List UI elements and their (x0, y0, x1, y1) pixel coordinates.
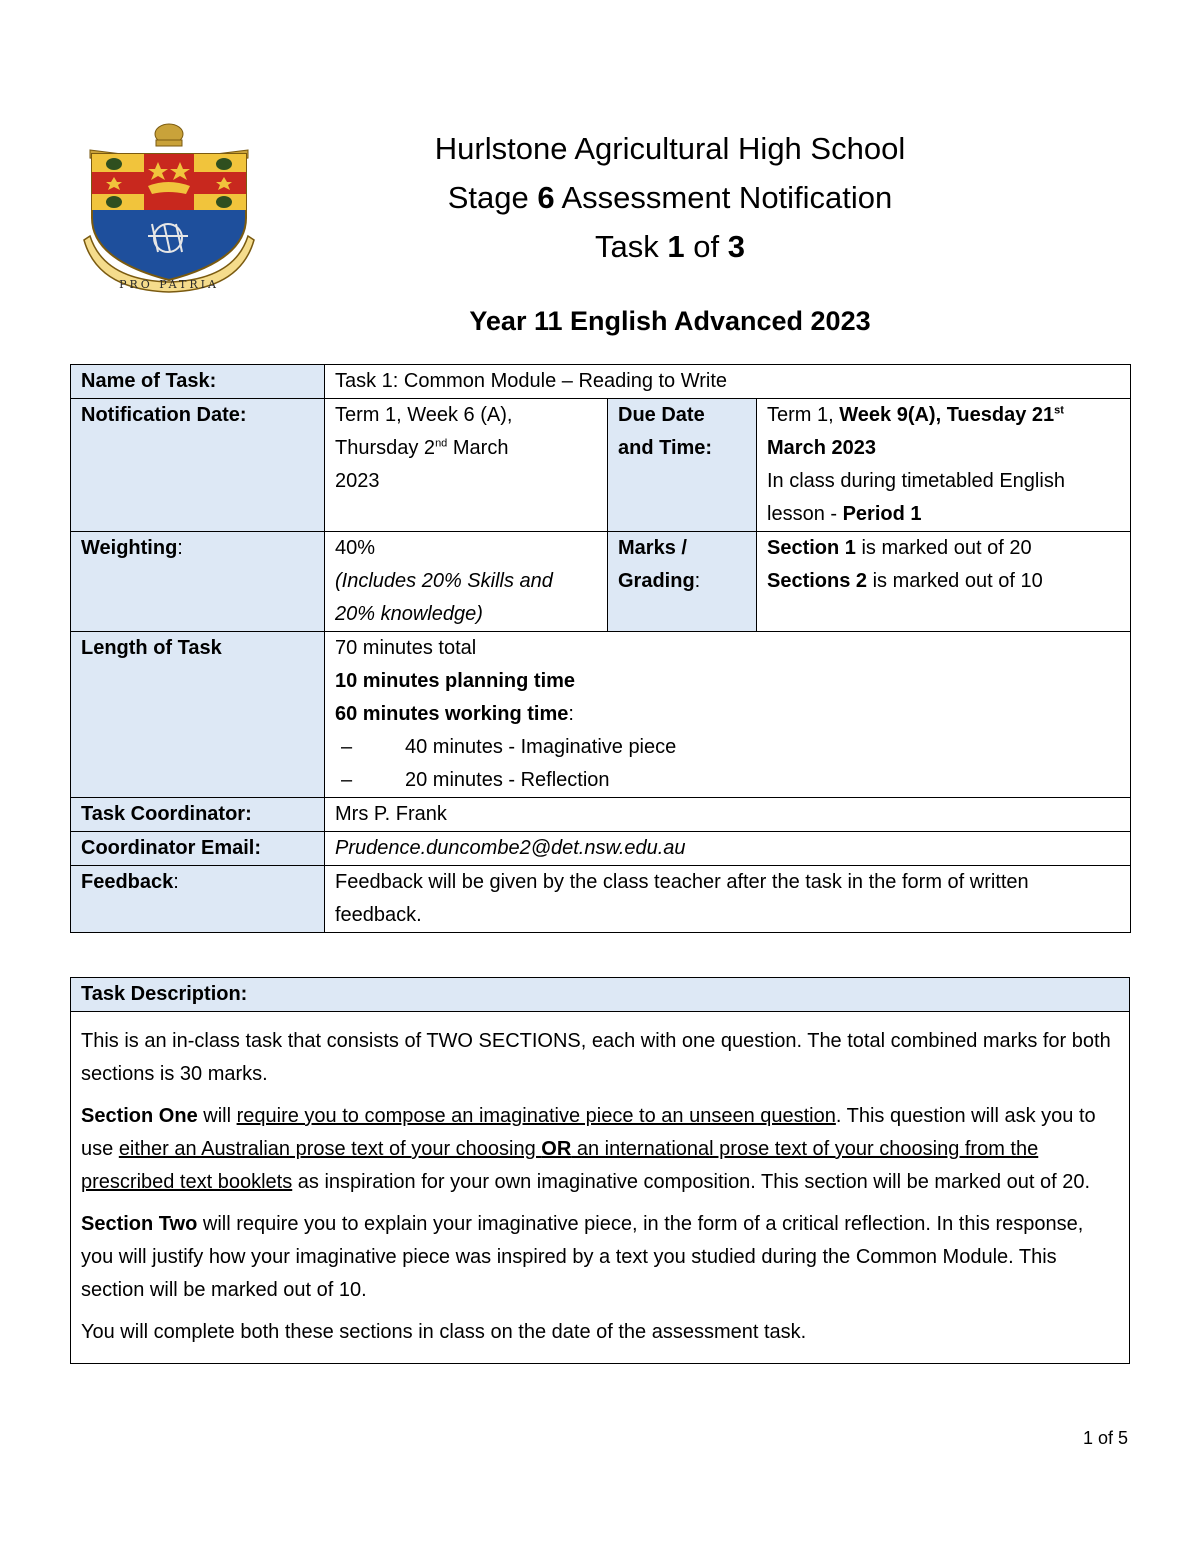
value-length-of-task: 70 minutes total 10 minutes planning time 60 minutes working time: – 40 minutes - Imaginative piece – 20 minutes - Reflection (325, 632, 1131, 798)
list-item: – 40 minutes - Imaginative piece (341, 731, 1120, 764)
notification-title: Stage 6 Assessment Notification (447, 180, 893, 215)
label-coordinator-email: Coordinator Email: (71, 832, 325, 866)
row-weighting (71, 532, 1131, 632)
value-coordinator-email (325, 832, 1131, 866)
value-name-of-task: Task 1: Common Module – Reading to Write (325, 365, 1131, 399)
value-marks-grading: Section 1 is marked out of 20 Sections 2 is marked out of 10 (757, 532, 1131, 632)
label-feedback: Feedback: (71, 866, 325, 933)
label-weighting: Weighting: (71, 532, 325, 632)
label-due-date: Due Date and Time: (608, 399, 757, 532)
school-name: Hurlstone Agricultural High School (434, 131, 906, 166)
description-paragraph-4: You will complete both these sections in class on the date of the assessment task. (81, 1321, 807, 1343)
course-title: Year 11 English Advanced 2023 (469, 306, 871, 336)
row-name-of-task (71, 365, 1131, 399)
crest-motto: PRO PATRIA (119, 278, 219, 291)
value-due-date: Term 1, Week 9(A), Tuesday 21st March 2023 In class during timetabled English lesson - Period 1 (757, 399, 1131, 532)
description-paragraph-3: Section Two will require you to explain your imaginative piece, in the form of a critical reflection. In this response, you will justify how your imaginative piece was inspired by a text you studied during the Common Module. This section will be marked out of 10. (81, 1213, 1084, 1301)
page-number: 1 of 5 (1082, 1428, 1128, 1448)
label-name-of-task: Name of Task: (71, 365, 325, 399)
list-item: – 20 minutes - Reflection (341, 764, 1120, 797)
task-number: Task 1 of 3 (595, 229, 745, 264)
value-weighting: 40% (Includes 20% Skills and 20% knowledge) (325, 532, 608, 632)
value-notification-date: Term 1, Week 6 (A), Thursday 2nd March 2023 (325, 399, 608, 532)
task-description-heading: Task Description: (71, 978, 1130, 1012)
task-details-table (70, 364, 1131, 933)
row-notification-date (71, 399, 1131, 532)
label-length-of-task: Length of Task (71, 632, 325, 798)
row-coordinator-email (71, 832, 1131, 866)
label-task-coordinator: Task Coordinator: (71, 798, 325, 832)
task-description-table (70, 977, 1130, 1364)
description-paragraph-1: This is an in-class task that consists of TWO SECTIONS, each with one question. The total combined marks for both sections is 30 marks. (81, 1030, 1111, 1085)
value-task-coordinator: Mrs P. Frank (325, 798, 1131, 832)
value-feedback: Feedback will be given by the class teacher after the task in the form of written feedback. (325, 866, 1131, 933)
document-header (330, 124, 1010, 271)
label-notification-date: Notification Date: (71, 399, 325, 532)
description-paragraph-2: Section One will require you to compose an imaginative piece to an unseen question. This question will ask you to use either an Australian prose text of your choosing OR an international prose text of your choosing from the prescribed text booklets as inspiration for your own imaginative composition. This section will be marked out of 20. (81, 1105, 1096, 1193)
school-crest-logo (78, 120, 260, 298)
task-description-body (71, 1012, 1130, 1364)
label-marks-grading: Marks / Grading: (608, 532, 757, 632)
row-feedback (71, 866, 1131, 933)
row-task-coordinator (71, 798, 1131, 832)
email-link[interactable]: Prudence.duncombe2@det.nsw.edu.au (335, 837, 686, 859)
row-length-of-task (71, 632, 1131, 798)
